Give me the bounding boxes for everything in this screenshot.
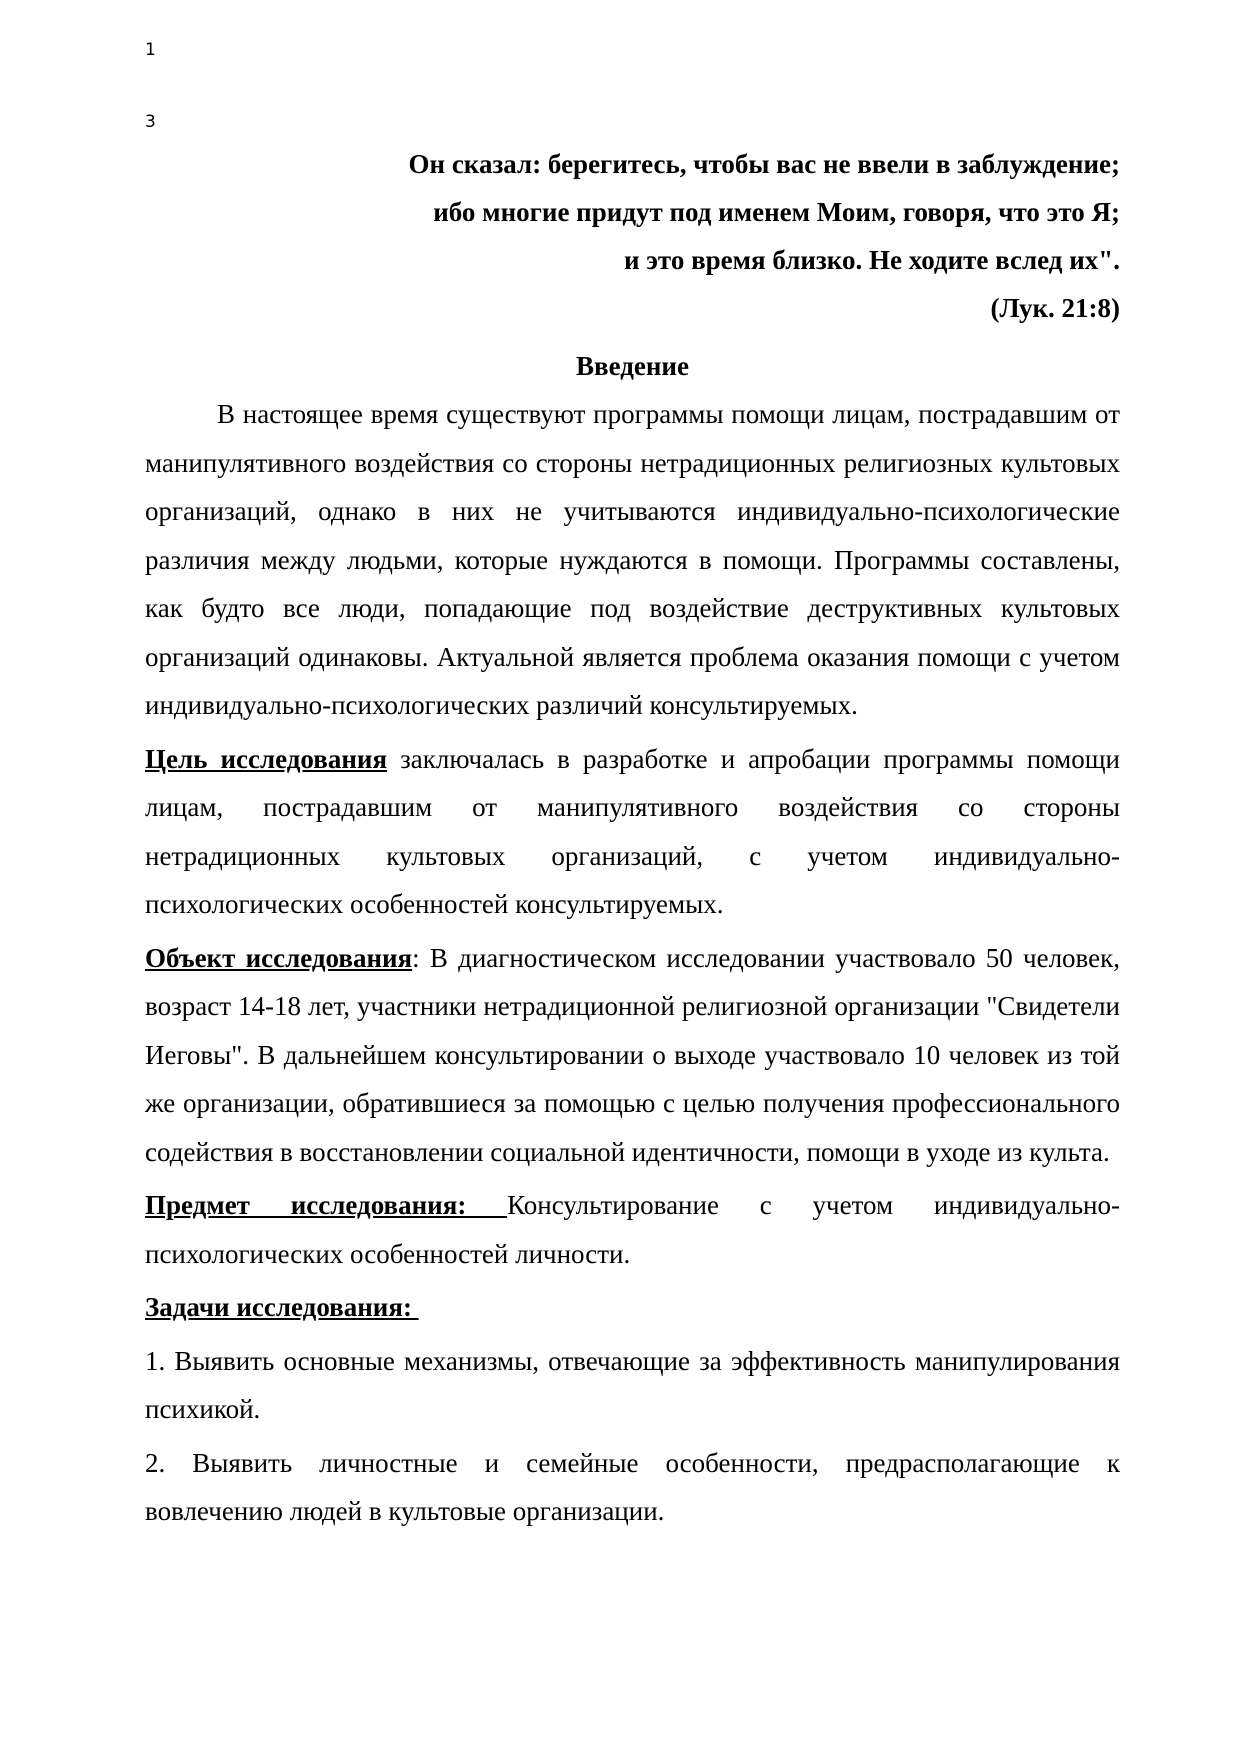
object-paragraph: [145, 934, 1120, 1177]
tasks-label: Задачи исследования:: [145, 1292, 419, 1322]
epigraph-line: ибо многие придут под именем Моим, говоря, что это Я;: [433, 197, 1120, 227]
page-number-secondary: 3: [145, 112, 156, 132]
goal-text: заключалась в разработке и апробации программы помощи лицам, пострадавшим от манипулятивного воздействия со стороны нетрадиционных культовых организаций, с учетом индивидуально-психологических особенностей консультируемых.: [145, 743, 1121, 919]
tasks-heading-paragraph: [145, 1283, 1120, 1332]
document-body: [145, 140, 1120, 1536]
epigraph-line: Он сказал: берегитесь, чтобы вас не ввели в заблуждение;: [408, 149, 1120, 179]
goal-label: Цель исследования: [145, 743, 388, 774]
task-item: 2. Выявить личностные и семейные особенности, предрасполагающие к вовлечению людей в культовые организации.: [145, 1447, 1120, 1526]
subject-paragraph: [145, 1181, 1120, 1278]
section-heading: Введение: [576, 351, 689, 381]
goal-paragraph: [145, 735, 1120, 929]
epigraph: [145, 140, 1120, 332]
task-item: 1. Выявить основные механизмы, отвечающие за эффективность манипулирования психикой.: [145, 1345, 1120, 1424]
subject-text: Консультирование с учетом индивидуально-психологических особенностей личности.: [145, 1190, 1120, 1269]
intro-paragraph: В настоящее время существуют программы помощи лицам, пострадавшим от манипулятивного воздействия со стороны нетрадиционных религиозных культовых организаций, однако в них не учитываются индивидуально-психологические различия между людьми, которые нуждаются в помощи. Программы составлены, как будто все люди, попадающие под воздействие деструктивных культовых организаций одинаковы. Актуальной является проблема оказания помощи с учетом индивидуально-психологических различий консультируемых.: [145, 399, 1120, 720]
object-text: : В диагностическом исследовании участвовало 50 человек, возраст 14-18 лет, участники нетрадиционной религиозной организации "Свидетели Иеговы". В дальнейшем консультировании о выходе участвовало 10 человек из той же организации, обратившиеся за помощью с целью получения профессионального содействия в восстановлении социальной идентичности, помощи в уходе из культа.: [145, 942, 1120, 1167]
epigraph-citation: (Лук. 21:8): [990, 293, 1120, 323]
object-label: Объект исследования: [145, 942, 413, 973]
page-number: 1: [145, 40, 156, 60]
subject-label: Предмет исследования:: [145, 1190, 508, 1220]
epigraph-line: и это время близко. Не ходите вслед их".: [623, 245, 1120, 275]
